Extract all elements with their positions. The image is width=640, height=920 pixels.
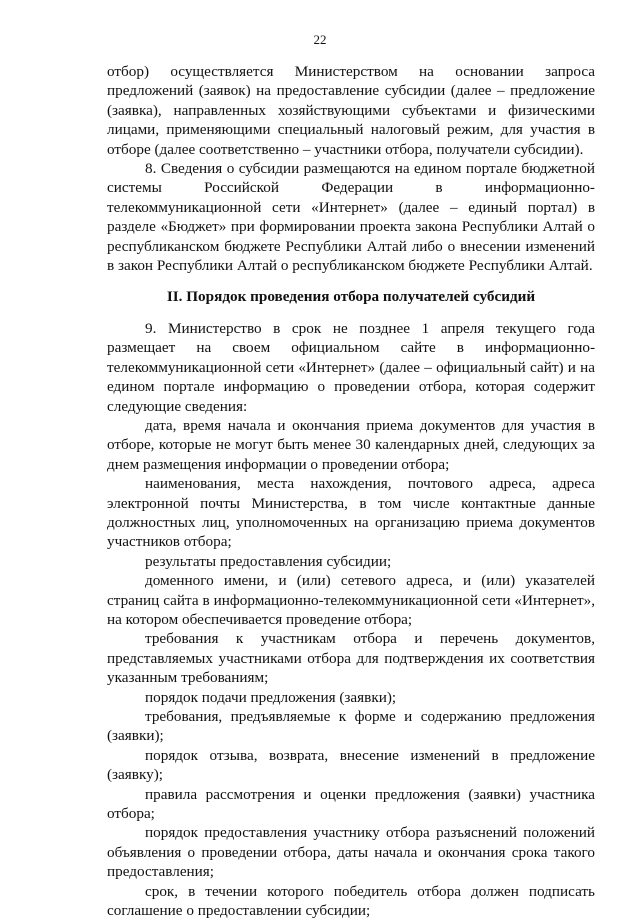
list-item: наименования, места нахождения, почтового адреса, адреса электронной почты Министерства, в том числе контактные данные должностных лиц, уполномоченных на организацию приема документов участников отбора;	[107, 475, 595, 551]
document-body	[107, 62, 595, 920]
list-item: требования к участникам отбора и перечень документов, представляемых участниками отбора для подтверждения их соответствия указанным требованиям;	[107, 630, 595, 687]
paragraph-8: 8. Сведения о субсидии размещаются на едином портале бюджетной системы Российской Федерации в информационно-телекоммуникационной сети «Интернет» (далее – единый портал) в разделе «Бюджет» при формировании проекта закона Республики Алтай о республиканском бюджете Республики Алтай либо о внесении изменений в закон Республики Алтай о республиканском бюджете Республики Алтай.	[107, 160, 595, 275]
list-item: доменного имени, и (или) сетевого адреса, и (или) указателей страниц сайта в информационно-телекоммуникационной сети «Интернет», на котором обеспечивается проведение отбора;	[107, 572, 595, 628]
list-item: дата, время начала и окончания приема документов для участия в отборе, которые не могут быть менее 30 календарных дней, следующих за днем размещения информации о проведении отбора;	[107, 416, 595, 473]
list-item: порядок подачи предложения (заявки);	[145, 688, 397, 706]
paragraph-continuation: отбор) осуществляется Министерством на основании запроса предложений (заявок) на предоставление субсидии (далее – предложение (заявка), направленных хозяйствующими субъектами и физическими лицами, применяющими специальный налоговый режим, для участия в отборе (далее соответственно – участники отбора, получатели субсидии).	[107, 63, 595, 158]
section-heading: II. Порядок проведения отбора получателей субсидий	[166, 288, 536, 306]
list-item: порядок предоставления участнику отбора разъяснений положений объявления о проведении отбора, даты начала и окончания срока такого предоставления;	[107, 824, 595, 881]
page-number: 22	[313, 32, 327, 47]
paragraph-9: 9. Министерство в срок не позднее 1 апреля текущего года размещает на своем официальном сайте в информационно-телекоммуникационной сети «Интернет» (далее – официальный сайт) и на едином портале информацию о проведении отбора, которая содержит следующие сведения:	[107, 319, 595, 415]
list-item: срок, в течении которого победитель отбора должен подписать соглашение о предоставлении субсидии;	[107, 882, 595, 920]
list-item: результаты предоставления субсидии;	[145, 552, 392, 570]
list-item: требования, предъявляемые к форме и содержанию предложения (заявки);	[107, 708, 595, 745]
list-item: правила рассмотрения и оценки предложения (заявки) участника отбора;	[107, 785, 595, 823]
list-item: порядок отзыва, возврата, внесение изменений в предложение (заявку);	[107, 746, 595, 784]
